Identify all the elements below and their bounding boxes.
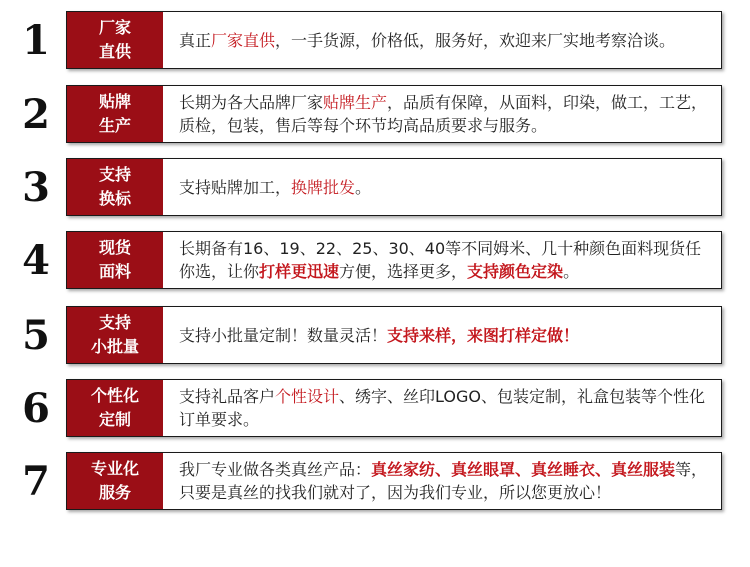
tag-line: 生产: [98, 116, 131, 135]
tag-line: 厂家: [98, 18, 131, 37]
tag-line: 定制: [98, 410, 131, 429]
feature-tag: [67, 159, 163, 215]
tag-line: 现货: [98, 238, 131, 257]
desc-text: 支持礼品客户: [179, 387, 276, 406]
tag-line: 支持: [98, 313, 131, 332]
desc-highlight: 支持来样，来图打样定做！: [387, 325, 580, 345]
feature-box: [66, 379, 722, 437]
feature-tag: [67, 307, 163, 363]
feature-tag: [67, 453, 163, 509]
desc-highlight: 打样更迅速: [259, 262, 340, 281]
tag-line: 小批量: [90, 337, 139, 356]
desc-highlight: 厂家直供: [211, 30, 276, 50]
row-number: 3: [22, 163, 50, 211]
feature-description: [163, 12, 721, 68]
desc-highlight: 贴牌生产: [323, 93, 388, 112]
tag-line: 服务: [98, 483, 131, 502]
desc-text: 等，只要是真丝的找我们就对了，因为我们专业，所以您更放心！: [179, 460, 708, 502]
feature-box: [66, 11, 722, 69]
row-number: 5: [22, 311, 50, 359]
feature-row-5: [0, 306, 750, 364]
row-number: 6: [22, 384, 50, 432]
desc-text: 。: [563, 262, 580, 281]
feature-description: [163, 380, 721, 436]
tag-line: 面料: [98, 262, 131, 281]
tag-line: 支持: [98, 165, 131, 184]
desc-text: ，品质有保障，从面料，印染，做工，工艺，质检，包装，售后等每个环节均高品质要求与服务。: [179, 93, 708, 135]
feature-row-1: [0, 11, 750, 69]
feature-box: [66, 158, 722, 216]
desc-text: 我厂专业做各类真丝产品：: [179, 460, 372, 479]
desc-text: 支持贴牌加工，: [179, 177, 292, 197]
feature-tag: [67, 12, 163, 68]
tag-line: 个性化: [90, 386, 139, 405]
tag-line: 换标: [98, 189, 131, 208]
feature-description: [163, 232, 721, 288]
feature-box: [66, 85, 722, 143]
feature-description: [163, 86, 721, 142]
desc-text: 长期备有16、19、22、25、30、40等不同姆米、几十种颜色面料现货任你选，让你: [179, 239, 702, 281]
feature-row-3: [0, 158, 750, 216]
feature-row-6: [0, 379, 750, 437]
feature-box: [66, 306, 722, 364]
desc-text: 支持小批量定制！数量灵活！: [179, 325, 388, 345]
feature-row-7: [0, 452, 750, 510]
row-number: 1: [22, 16, 50, 64]
feature-box: [66, 231, 722, 289]
desc-text: 长期为各大品牌厂家: [179, 93, 324, 112]
feature-box: [66, 452, 722, 510]
tag-line: 贴牌: [98, 92, 131, 111]
desc-highlight: 真丝家纺、真丝眼罩、真丝睡衣、真丝服装: [371, 460, 676, 479]
tag-line: 专业化: [90, 459, 139, 478]
tag-line: 直供: [98, 42, 131, 61]
row-number: 7: [22, 457, 50, 505]
feature-description: [163, 453, 721, 509]
desc-highlight: 个性设计: [275, 387, 340, 406]
desc-text: 真正: [179, 30, 212, 50]
feature-description: [163, 159, 721, 215]
feature-tag: [67, 86, 163, 142]
row-number: 2: [22, 90, 50, 138]
desc-text: ，一手货源，价格低，服务好，欢迎来厂实地考察洽谈。: [275, 30, 676, 50]
desc-text: 、绣字、丝印LOGO、包装定制，礼盒包装等个性化订单要求。: [179, 387, 705, 429]
feature-description: [163, 307, 721, 363]
row-number: 4: [22, 236, 50, 284]
feature-tag: [67, 380, 163, 436]
feature-row-4: [0, 231, 750, 289]
desc-highlight: 支持颜色定染: [467, 262, 564, 281]
desc-text: 方便，选择更多，: [339, 262, 468, 281]
feature-tag: [67, 232, 163, 288]
desc-highlight: 换牌批发: [291, 177, 356, 197]
desc-text: 。: [355, 177, 372, 197]
feature-row-2: [0, 85, 750, 143]
